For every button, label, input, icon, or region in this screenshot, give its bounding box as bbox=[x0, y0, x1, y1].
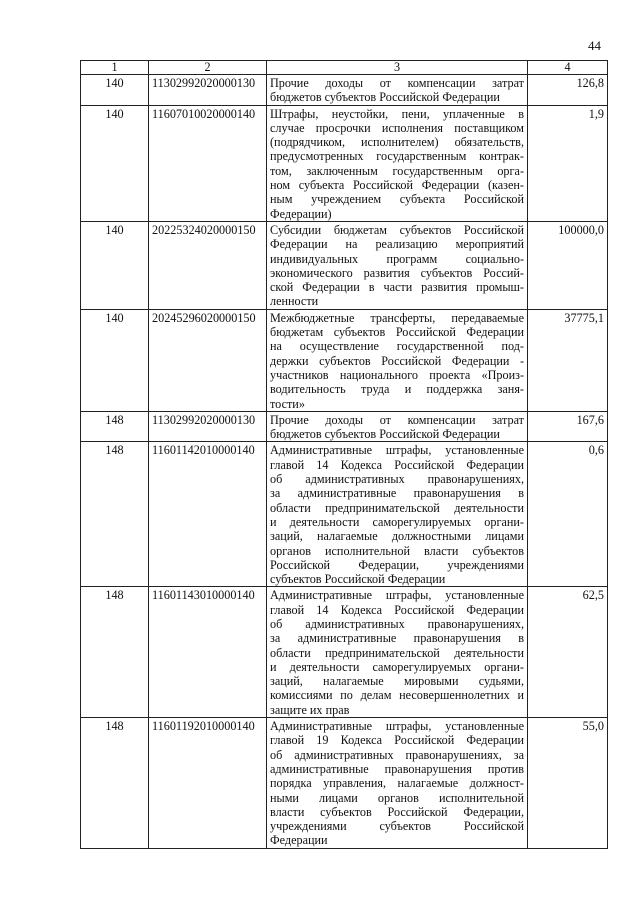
description-line: индивидуальных программ социально- bbox=[270, 251, 524, 266]
description-line: Российской Федерации, учреждениями bbox=[270, 557, 524, 572]
revenue-description-cell bbox=[267, 587, 528, 718]
table-row bbox=[81, 221, 608, 309]
amount-cell: 1,9 bbox=[528, 105, 608, 221]
description-line: ном субъекта Российской Федерации (казен- bbox=[270, 178, 524, 193]
administrator-code-cell: 148 bbox=[81, 411, 149, 442]
table-row bbox=[81, 411, 608, 442]
description-line: водительность труда и поддержка заня- bbox=[270, 382, 524, 397]
description-line: главой 14 Кодекса Российской Федерации bbox=[270, 602, 524, 617]
page-number: 44 bbox=[588, 38, 601, 53]
description-line: тости» bbox=[270, 396, 305, 411]
description-line: административные правонарушения против bbox=[270, 761, 524, 776]
description-line: держки субъектов Российской Федерации - bbox=[270, 353, 524, 368]
description-line: Субсидии бюджетам субъектов Российской bbox=[270, 222, 524, 237]
amount-cell: 37775,1 bbox=[528, 309, 608, 411]
description-line: защите их прав bbox=[270, 702, 350, 717]
table-row bbox=[81, 587, 608, 718]
administrator-code-cell: 140 bbox=[81, 75, 149, 106]
amount-cell: 0,6 bbox=[528, 442, 608, 587]
revenue-code-cell: 11302992020000130 bbox=[149, 411, 267, 442]
revenue-code-cell: 11601143010000140 bbox=[149, 587, 267, 718]
description-line: Административные штрафы, установленные bbox=[270, 443, 524, 458]
column-number-4: 4 bbox=[528, 61, 608, 75]
revenue-table bbox=[80, 60, 608, 849]
amount-cell: 62,5 bbox=[528, 587, 608, 718]
description-line: порядка управления, налагаемые должност- bbox=[270, 776, 524, 791]
column-number-1: 1 bbox=[81, 61, 149, 75]
administrator-code-cell: 140 bbox=[81, 221, 149, 309]
revenue-description-cell bbox=[267, 309, 528, 411]
administrator-code-cell: 148 bbox=[81, 442, 149, 587]
description-line: заций, налагаемые мировыми судьями, bbox=[270, 674, 524, 689]
description-line: ской Федерации в части развития промыш- bbox=[270, 280, 524, 295]
revenue-code-cell: 11601142010000140 bbox=[149, 442, 267, 587]
description-line: бюджетов субъектов Российской Федерации bbox=[270, 427, 500, 442]
description-line: об административных правонарушениях, bbox=[270, 616, 524, 631]
description-line: предусмотренных государственным контрак- bbox=[270, 149, 524, 164]
description-line: Административные штрафы, установленные bbox=[270, 588, 524, 603]
description-line: органов исполнительной власти субъектов bbox=[270, 543, 524, 558]
column-number-3: 3 bbox=[267, 61, 528, 75]
description-line: области предпринимательской деятельности bbox=[270, 500, 524, 515]
description-line: за административные правонарушения в bbox=[270, 486, 524, 501]
description-line: Прочие доходы от компенсации затрат bbox=[270, 76, 524, 90]
column-number-row bbox=[81, 61, 608, 75]
amount-cell: 167,6 bbox=[528, 411, 608, 442]
description-line: власти субъектов Российской Федерации, bbox=[270, 804, 524, 819]
administrator-code-cell: 148 bbox=[81, 587, 149, 718]
description-line: участников национального проекта «Произ- bbox=[270, 367, 524, 382]
description-line: Прочие доходы от компенсации затрат bbox=[270, 412, 524, 427]
table-row bbox=[81, 75, 608, 106]
revenue-description-cell bbox=[267, 75, 528, 106]
amount-cell: 55,0 bbox=[528, 718, 608, 849]
description-line: субъектов Российской Федерации bbox=[270, 572, 446, 587]
description-line: Федерации bbox=[270, 833, 328, 848]
revenue-code-cell: 11601192010000140 bbox=[149, 718, 267, 849]
revenue-description-cell bbox=[267, 718, 528, 849]
description-line: Штрафы, неустойки, пени, уплаченные в bbox=[270, 106, 524, 121]
table-body bbox=[81, 75, 608, 849]
revenue-code-cell: 11607010020000140 bbox=[149, 105, 267, 221]
table-row bbox=[81, 718, 608, 849]
table-row bbox=[81, 105, 608, 221]
description-line: Административные штрафы, установленные bbox=[270, 719, 524, 734]
revenue-description-cell bbox=[267, 221, 528, 309]
description-line: главой 14 Кодекса Российской Федерации bbox=[270, 457, 524, 472]
description-line: бюджетам субъектов Российской Федерации bbox=[270, 325, 524, 340]
description-line: об административных правонарушениях, bbox=[270, 472, 524, 487]
revenue-description-cell bbox=[267, 442, 528, 587]
description-line: и деятельности саморегулируемых органи- bbox=[270, 659, 524, 674]
description-line: (подрядчиком, исполнителем) обязательств, bbox=[270, 135, 524, 150]
administrator-code-cell: 140 bbox=[81, 309, 149, 411]
description-line: комиссиями по делам несовершеннолетних и bbox=[270, 688, 524, 703]
administrator-code-cell: 140 bbox=[81, 105, 149, 221]
description-line: заций, налагаемые должностными лицами bbox=[270, 529, 524, 544]
description-line: ленности bbox=[270, 294, 319, 309]
description-line: за административные правонарушения в bbox=[270, 631, 524, 646]
revenue-code-cell: 11302992020000130 bbox=[149, 75, 267, 106]
amount-cell: 126,8 bbox=[528, 75, 608, 106]
table-row bbox=[81, 442, 608, 587]
administrator-code-cell: 148 bbox=[81, 718, 149, 849]
description-line: ным учреждением субъекта Российской bbox=[270, 192, 524, 207]
description-line: об административных правонарушениях, за bbox=[270, 747, 524, 762]
description-line: случае просрочки исполнения поставщиком bbox=[270, 120, 524, 135]
description-line: ными лицами органов исполнительной bbox=[270, 790, 524, 805]
table-row bbox=[81, 309, 608, 411]
description-line: экономического развития субъектов Россий- bbox=[270, 265, 524, 280]
description-line: Федерации на реализацию мероприятий bbox=[270, 237, 524, 252]
description-line: и деятельности саморегулируемых органи- bbox=[270, 514, 524, 529]
description-line: бюджетов субъектов Российской Федерации bbox=[270, 90, 500, 105]
description-line: на осуществление государственной под- bbox=[270, 339, 524, 354]
revenue-code-cell: 20225324020000150 bbox=[149, 221, 267, 309]
description-line: Межбюджетные трансферты, передаваемые bbox=[270, 310, 524, 325]
description-line: главой 19 Кодекса Российской Федерации bbox=[270, 733, 524, 748]
column-number-2: 2 bbox=[149, 61, 267, 75]
description-line: учреждениями субъектов Российской bbox=[270, 819, 524, 834]
description-line: области предпринимательской деятельности bbox=[270, 645, 524, 660]
revenue-description-cell bbox=[267, 411, 528, 442]
revenue-code-cell: 20245296020000150 bbox=[149, 309, 267, 411]
amount-cell: 100000,0 bbox=[528, 221, 608, 309]
description-line: Федерации) bbox=[270, 206, 332, 221]
revenue-description-cell bbox=[267, 105, 528, 221]
description-line: том, заключенным государственным орга- bbox=[270, 163, 524, 178]
